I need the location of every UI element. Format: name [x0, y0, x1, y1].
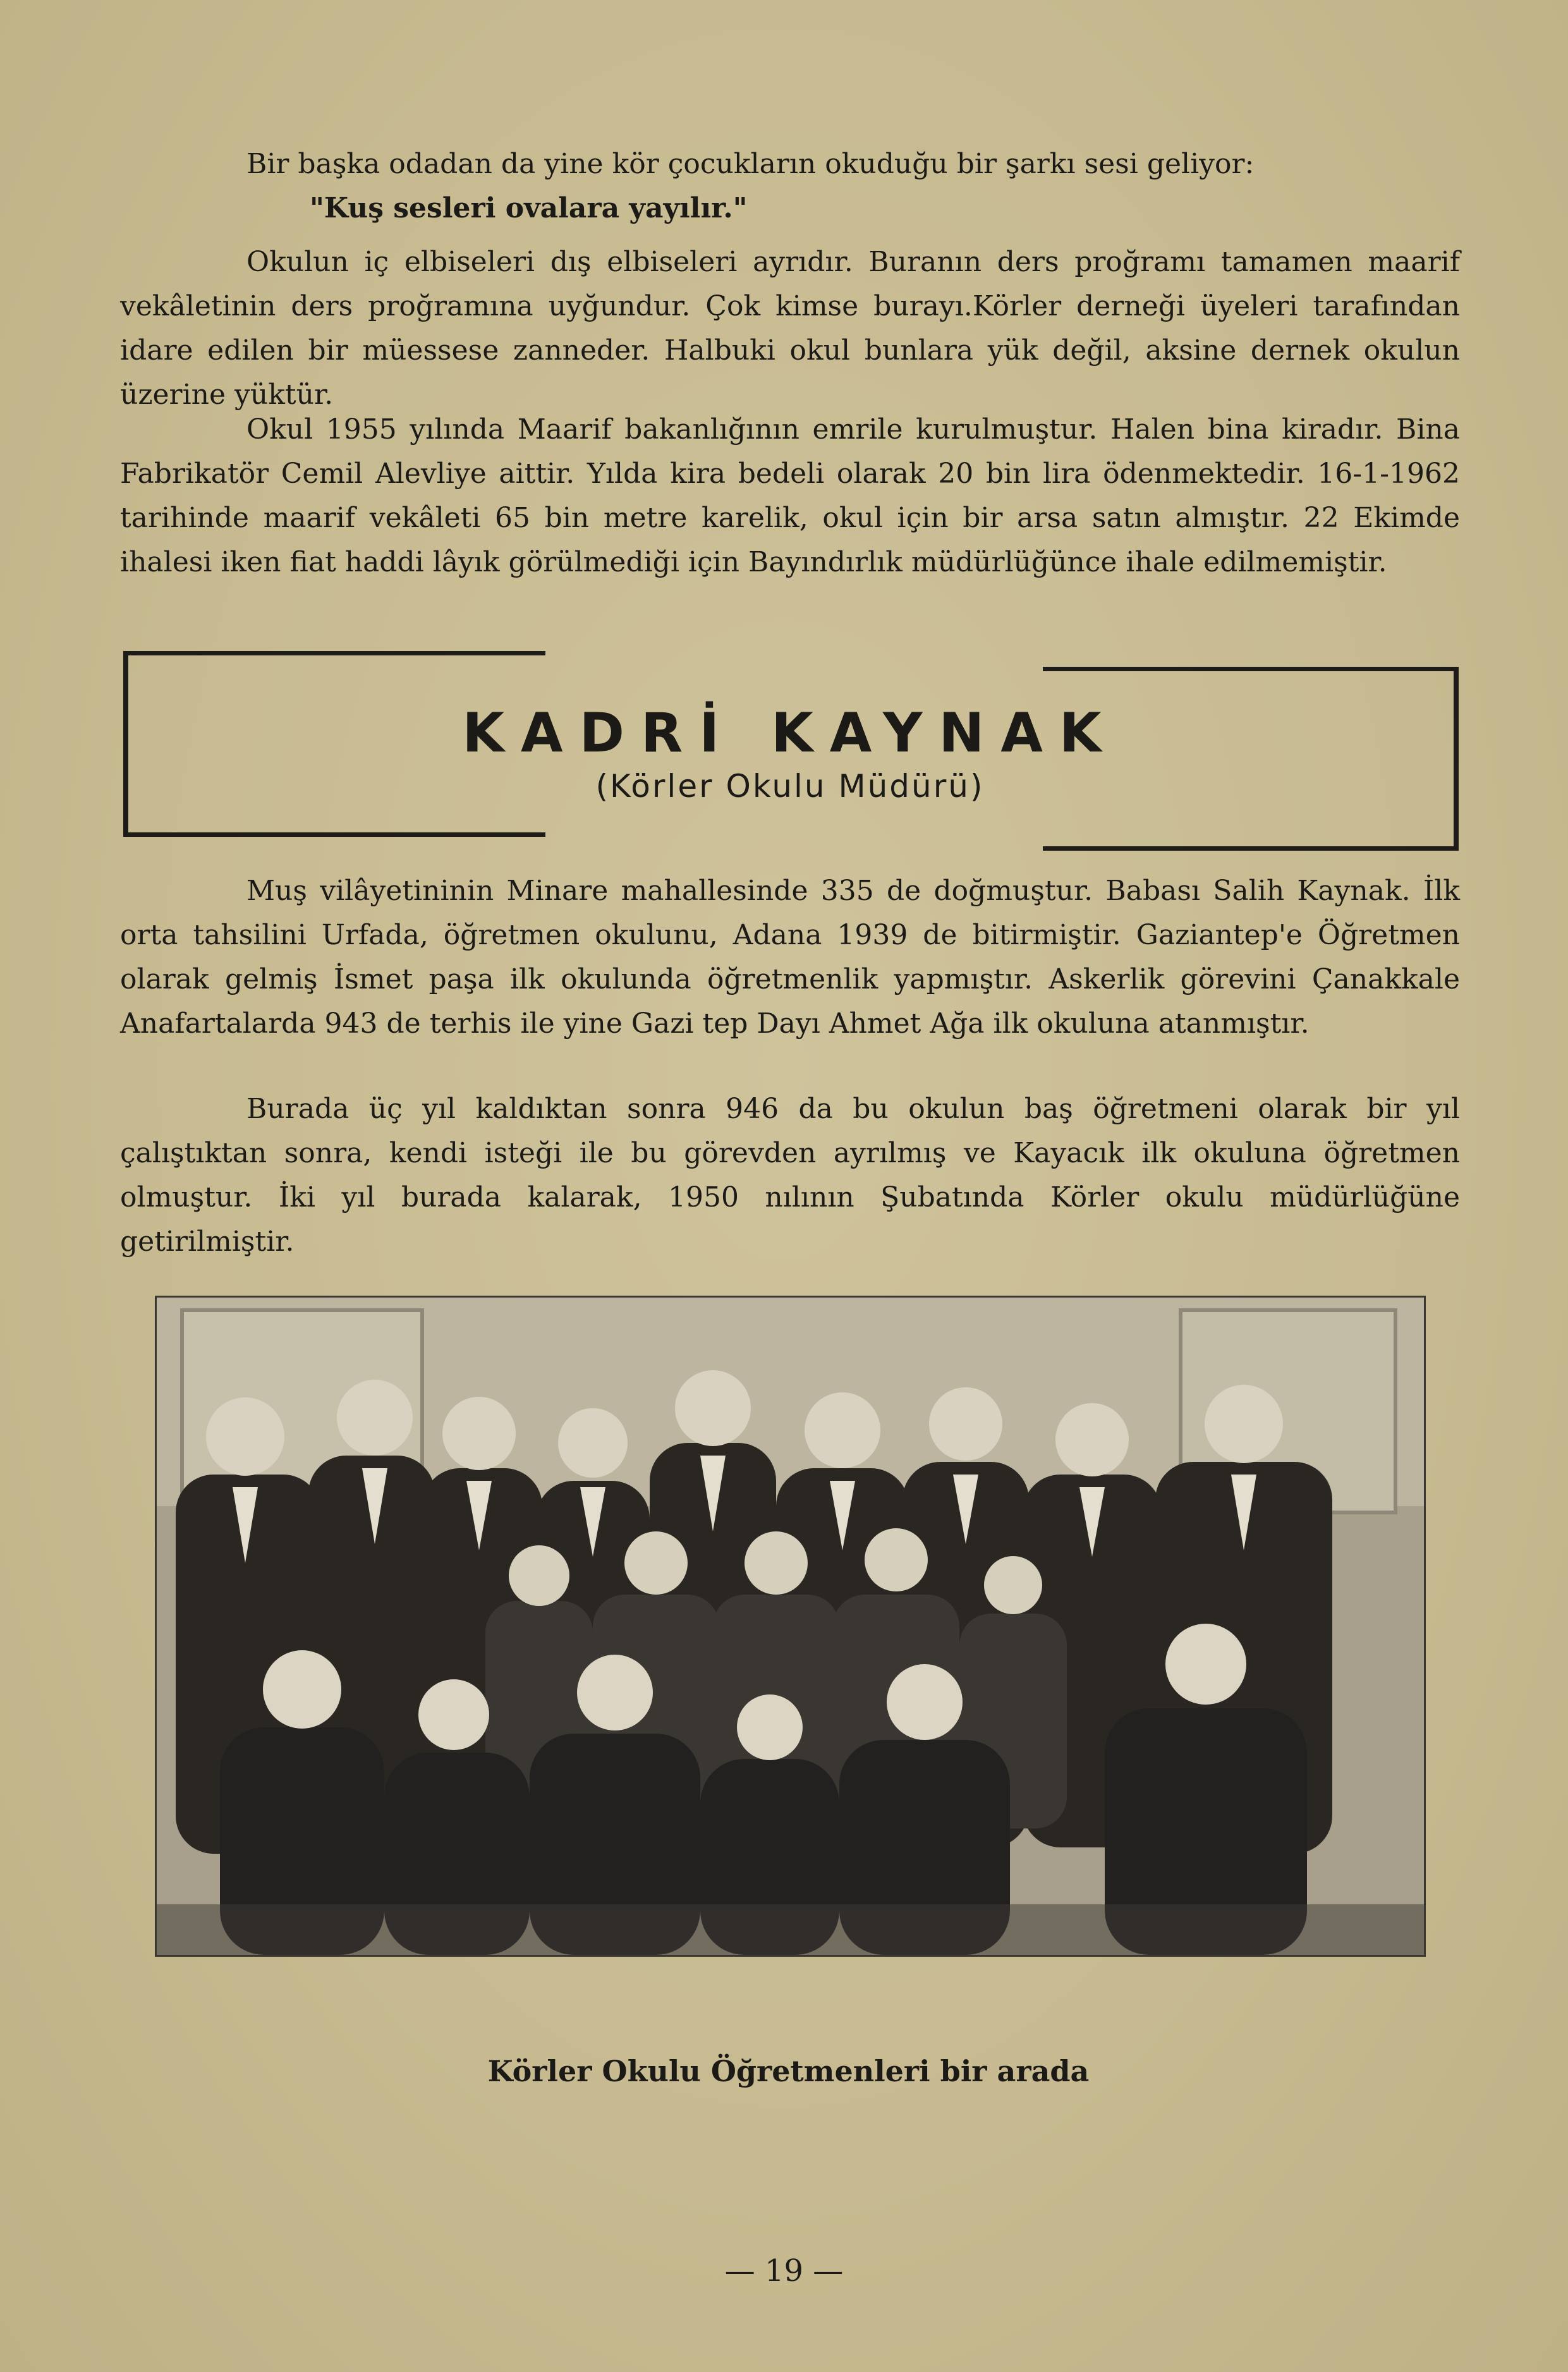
paragraph-founding: [120, 408, 1460, 585]
paragraph-career: [120, 1087, 1460, 1264]
page-number: — 19 —: [724, 2253, 844, 2289]
paragraph-biography: [120, 869, 1460, 1046]
paragraph-text: Okul 1955 yılında Maarif bakanlığının emrile kurulmuştur. Halen bina kiradır. Bina Fabrikatör Cemil Alevliye aittir. Yılda kira bedeli olarak 20 bin lira ödenmektedir. 16-1-1962 tarihinde maarif vekâleti 65 bin metre karelik, okul için bir arsa satın almıştır. 22 Ekimde ihalesi iken fiat haddi lâyık görülmediği için Bayındırlık müdürlüğünce ihale edilmemiştir.: [120, 413, 1460, 578]
person-name-heading: KADRİ KAYNAK: [462, 702, 1118, 765]
group-photo-illustration: [157, 1298, 1424, 1955]
song-quote: "Kuş sesleri ovalara yayılır.": [310, 192, 748, 224]
person-role-subtitle: (Körler Okulu Müdürü): [595, 768, 985, 805]
paragraph-text: Burada üç yıl kaldıktan sonra 946 da bu okulun baş öğretmeni olarak bir yıl çalıştıktan sonra, kendi isteği ile bu görevden ayrılmış ve Kayacık ilk okuluna öğretmen olmuştur. İki yıl burada kalarak, 1950 nılının Şubatında Körler okulu müdürlüğüne getirilmiştir.: [120, 1093, 1460, 1258]
paragraph-uniforms: [120, 240, 1460, 417]
intro-text: Bir başka odadan da yine kör çocukların okuduğu bir şarkı sesi geliyor:: [246, 148, 1255, 180]
group-photograph: [155, 1296, 1426, 1957]
paragraph-text: Okulun iç elbiseleri dış elbiseleri ayrıdır. Buranın ders proğramı tamamen maarif vekâletinin ders proğramına uyğundur. Çok kimse burayı.Körler derneği üyeleri tarafından idare edilen bir müessese zanneder. Halbuki okul bunlara yük değil, aksine dernek okulun üzerine yüktür.: [120, 246, 1460, 411]
intro-line: [120, 142, 1460, 186]
photo-caption: Körler Okulu Öğretmenleri bir arada: [487, 2054, 1090, 2088]
paragraph-text: Muş vilâyetininin Minare mahallesinde 335 de doğmuştur. Babası Salih Kaynak. İlk orta tahsilini Urfada, öğretmen okulunu, Adana 1939 de bitirmiştir. Gaziantep'e Öğretmen olarak gelmiş İsmet paşa ilk okulunda öğretmenlik yapmıştır. Askerlik görevini Çanakkale Anafartalarda 943 de terhis ile yine Gazi tep Dayı Ahmet Ağa ilk okuluna atanmıştır.: [120, 875, 1460, 1040]
